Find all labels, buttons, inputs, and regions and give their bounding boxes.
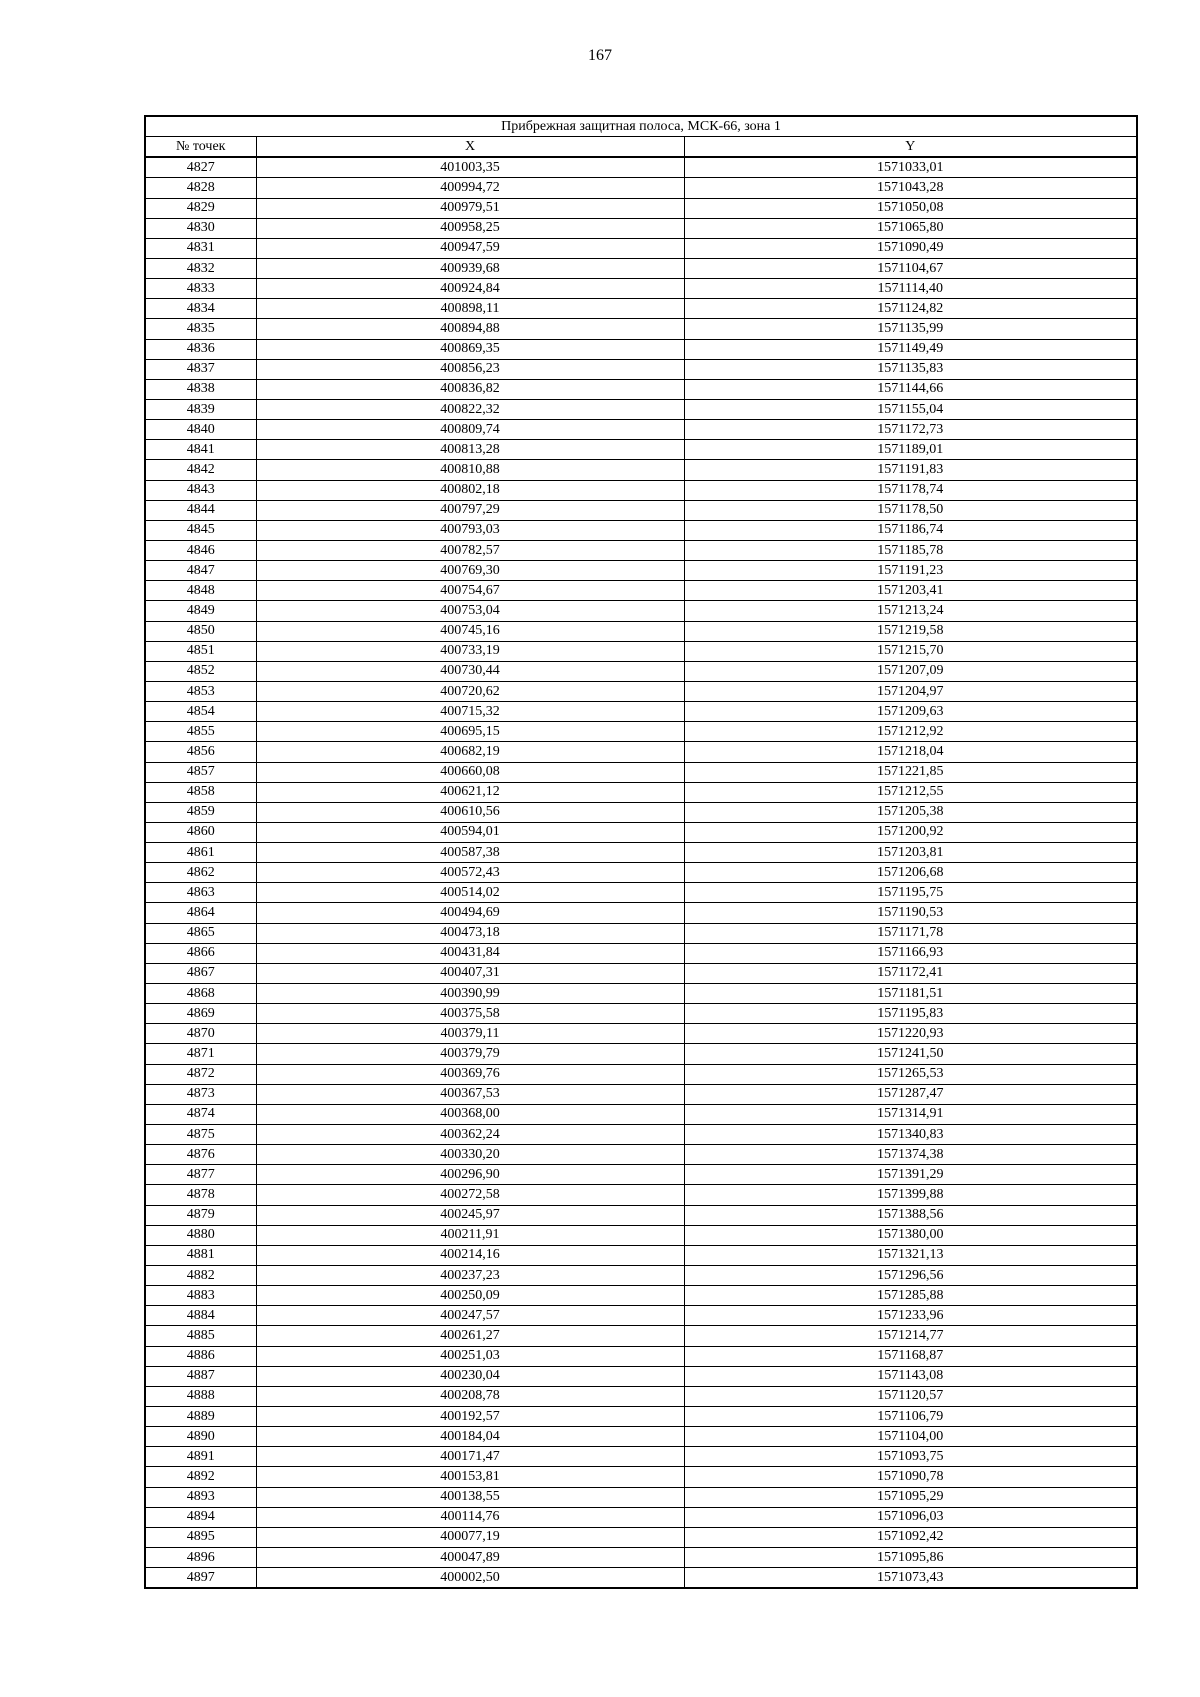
x-coordinate-cell: 400407,31: [256, 963, 684, 983]
table-row: [145, 1407, 1137, 1427]
point-number-cell: 4851: [145, 641, 256, 661]
table-row: [145, 379, 1137, 399]
x-coordinate-cell: 400390,99: [256, 984, 684, 1004]
x-coordinate-cell: 400367,53: [256, 1084, 684, 1104]
table-row: [145, 299, 1137, 319]
y-coordinate-cell: 1571213,24: [684, 601, 1137, 621]
point-number-cell: 4849: [145, 601, 256, 621]
y-coordinate-cell: 1571033,01: [684, 157, 1137, 178]
y-coordinate-cell: 1571181,51: [684, 984, 1137, 1004]
point-number-cell: 4857: [145, 762, 256, 782]
x-coordinate-cell: 400745,16: [256, 621, 684, 641]
y-coordinate-cell: 1571215,70: [684, 641, 1137, 661]
x-coordinate-cell: 400251,03: [256, 1346, 684, 1366]
point-number-cell: 4832: [145, 258, 256, 278]
x-coordinate-cell: 400856,23: [256, 359, 684, 379]
x-coordinate-cell: 400802,18: [256, 480, 684, 500]
x-coordinate-cell: 400898,11: [256, 299, 684, 319]
table-row: [145, 843, 1137, 863]
x-coordinate-cell: 400077,19: [256, 1527, 684, 1547]
table-row: [145, 1306, 1137, 1326]
y-coordinate-cell: 1571206,68: [684, 863, 1137, 883]
point-number-cell: 4881: [145, 1245, 256, 1265]
y-coordinate-cell: 1571205,38: [684, 802, 1137, 822]
x-coordinate-cell: 400836,82: [256, 379, 684, 399]
point-number-cell: 4886: [145, 1346, 256, 1366]
table-row: [145, 1427, 1137, 1447]
y-coordinate-cell: 1571178,74: [684, 480, 1137, 500]
table-row: [145, 1084, 1137, 1104]
table-row: [145, 863, 1137, 883]
x-coordinate-cell: 400153,81: [256, 1467, 684, 1487]
y-coordinate-cell: 1571220,93: [684, 1024, 1137, 1044]
y-coordinate-cell: 1571135,99: [684, 319, 1137, 339]
table-row: [145, 420, 1137, 440]
point-number-cell: 4843: [145, 480, 256, 500]
y-coordinate-cell: 1571114,40: [684, 279, 1137, 299]
y-coordinate-cell: 1571374,38: [684, 1145, 1137, 1165]
point-number-cell: 4890: [145, 1427, 256, 1447]
y-coordinate-cell: 1571093,75: [684, 1447, 1137, 1467]
y-coordinate-cell: 1571090,49: [684, 238, 1137, 258]
point-number-cell: 4874: [145, 1104, 256, 1124]
point-number-cell: 4831: [145, 238, 256, 258]
x-coordinate-cell: 400810,88: [256, 460, 684, 480]
table-row: [145, 1145, 1137, 1165]
point-number-cell: 4875: [145, 1125, 256, 1145]
x-coordinate-cell: 400214,16: [256, 1245, 684, 1265]
y-coordinate-cell: 1571144,66: [684, 379, 1137, 399]
point-number-cell: 4853: [145, 681, 256, 701]
x-coordinate-cell: 400621,12: [256, 782, 684, 802]
table-row: [145, 1346, 1137, 1366]
y-coordinate-cell: 1571191,83: [684, 460, 1137, 480]
table-row: [145, 460, 1137, 480]
y-coordinate-cell: 1571340,83: [684, 1125, 1137, 1145]
point-number-cell: 4846: [145, 540, 256, 560]
x-coordinate-cell: 400369,76: [256, 1064, 684, 1084]
y-coordinate-cell: 1571106,79: [684, 1407, 1137, 1427]
table-row: [145, 1386, 1137, 1406]
x-coordinate-cell: 400587,38: [256, 843, 684, 863]
point-number-cell: 4862: [145, 863, 256, 883]
y-coordinate-cell: 1571185,78: [684, 540, 1137, 560]
point-number-cell: 4854: [145, 702, 256, 722]
table-row: [145, 581, 1137, 601]
point-number-cell: 4879: [145, 1205, 256, 1225]
x-coordinate-cell: 400368,00: [256, 1104, 684, 1124]
point-number-cell: 4830: [145, 218, 256, 238]
point-number-cell: 4894: [145, 1507, 256, 1527]
x-coordinate-cell: 401003,35: [256, 157, 684, 178]
y-coordinate-cell: 1571092,42: [684, 1527, 1137, 1547]
point-number-cell: 4896: [145, 1547, 256, 1567]
x-coordinate-cell: 400894,88: [256, 319, 684, 339]
y-coordinate-cell: 1571207,09: [684, 661, 1137, 681]
table-row: [145, 1104, 1137, 1124]
point-number-cell: 4847: [145, 561, 256, 581]
table-row: [145, 1004, 1137, 1024]
table-caption: Прибрежная защитная полоса, МСК-66, зона 1: [145, 116, 1137, 137]
y-coordinate-cell: 1571314,91: [684, 1104, 1137, 1124]
y-coordinate-cell: 1571095,86: [684, 1547, 1137, 1567]
table-row: [145, 480, 1137, 500]
x-coordinate-cell: 400245,97: [256, 1205, 684, 1225]
x-coordinate-cell: 400869,35: [256, 339, 684, 359]
y-coordinate-cell: 1571172,41: [684, 963, 1137, 983]
point-number-cell: 4870: [145, 1024, 256, 1044]
y-coordinate-cell: 1571171,78: [684, 923, 1137, 943]
point-number-cell: 4893: [145, 1487, 256, 1507]
point-number-cell: 4835: [145, 319, 256, 339]
y-coordinate-cell: 1571287,47: [684, 1084, 1137, 1104]
table-row: [145, 943, 1137, 963]
point-number-cell: 4852: [145, 661, 256, 681]
table-row: [145, 1527, 1137, 1547]
x-coordinate-cell: 400362,24: [256, 1125, 684, 1145]
point-number-cell: 4876: [145, 1145, 256, 1165]
y-coordinate-cell: 1571214,77: [684, 1326, 1137, 1346]
table-row: [145, 157, 1137, 178]
y-coordinate-cell: 1571391,29: [684, 1165, 1137, 1185]
x-coordinate-cell: 400924,84: [256, 279, 684, 299]
y-coordinate-cell: 1571043,28: [684, 178, 1137, 198]
y-coordinate-cell: 1571321,13: [684, 1245, 1137, 1265]
coordinates-table: [144, 115, 1138, 1589]
point-number-cell: 4869: [145, 1004, 256, 1024]
table-row: [145, 178, 1137, 198]
x-coordinate-cell: 400230,04: [256, 1366, 684, 1386]
x-coordinate-cell: 400822,32: [256, 399, 684, 419]
table-header-row: [145, 137, 1137, 158]
table-row: [145, 1487, 1137, 1507]
table-row: [145, 1326, 1137, 1346]
table-row: [145, 238, 1137, 258]
point-number-cell: 4882: [145, 1266, 256, 1286]
point-number-cell: 4884: [145, 1306, 256, 1326]
x-coordinate-cell: 400947,59: [256, 238, 684, 258]
y-coordinate-cell: 1571166,93: [684, 943, 1137, 963]
x-coordinate-cell: 400994,72: [256, 178, 684, 198]
point-number-cell: 4861: [145, 843, 256, 863]
table-row: [145, 1245, 1137, 1265]
y-coordinate-cell: 1571124,82: [684, 299, 1137, 319]
table-row: [145, 399, 1137, 419]
y-coordinate-cell: 1571212,92: [684, 722, 1137, 742]
table-row: [145, 1286, 1137, 1306]
x-coordinate-cell: 400047,89: [256, 1547, 684, 1567]
table-row: [145, 822, 1137, 842]
x-coordinate-cell: 400733,19: [256, 641, 684, 661]
x-coordinate-cell: 400379,79: [256, 1044, 684, 1064]
point-number-cell: 4877: [145, 1165, 256, 1185]
y-coordinate-cell: 1571399,88: [684, 1185, 1137, 1205]
table-row: [145, 681, 1137, 701]
point-number-cell: 4833: [145, 279, 256, 299]
x-coordinate-cell: 400572,43: [256, 863, 684, 883]
y-coordinate-cell: 1571120,57: [684, 1386, 1137, 1406]
x-coordinate-cell: 400375,58: [256, 1004, 684, 1024]
point-number-cell: 4842: [145, 460, 256, 480]
point-number-cell: 4848: [145, 581, 256, 601]
y-coordinate-cell: 1571135,83: [684, 359, 1137, 379]
table-row: [145, 1024, 1137, 1044]
x-coordinate-cell: 400979,51: [256, 198, 684, 218]
x-coordinate-cell: 400494,69: [256, 903, 684, 923]
x-coordinate-cell: 400769,30: [256, 561, 684, 581]
point-number-cell: 4897: [145, 1568, 256, 1589]
x-coordinate-cell: 400208,78: [256, 1386, 684, 1406]
x-coordinate-cell: 400296,90: [256, 1165, 684, 1185]
table-row: [145, 702, 1137, 722]
y-coordinate-cell: 1571209,63: [684, 702, 1137, 722]
y-coordinate-cell: 1571203,41: [684, 581, 1137, 601]
table-row: [145, 1185, 1137, 1205]
y-coordinate-cell: 1571104,00: [684, 1427, 1137, 1447]
table-row: [145, 1447, 1137, 1467]
table-row: [145, 621, 1137, 641]
page-number: 167: [588, 47, 612, 64]
table-row: [145, 258, 1137, 278]
x-coordinate-cell: 400114,76: [256, 1507, 684, 1527]
x-coordinate-cell: 400138,55: [256, 1487, 684, 1507]
point-number-cell: 4863: [145, 883, 256, 903]
table-row: [145, 963, 1137, 983]
table-row: [145, 1366, 1137, 1386]
point-number-cell: 4855: [145, 722, 256, 742]
point-number-cell: 4827: [145, 157, 256, 178]
y-coordinate-cell: 1571190,53: [684, 903, 1137, 923]
x-coordinate-cell: 400171,47: [256, 1447, 684, 1467]
y-coordinate-cell: 1571218,04: [684, 742, 1137, 762]
y-coordinate-cell: 1571073,43: [684, 1568, 1137, 1589]
x-coordinate-cell: 400720,62: [256, 681, 684, 701]
table-row: [145, 1044, 1137, 1064]
x-coordinate-cell: 400939,68: [256, 258, 684, 278]
table-row: [145, 359, 1137, 379]
x-coordinate-cell: 400695,15: [256, 722, 684, 742]
x-coordinate-cell: 400247,57: [256, 1306, 684, 1326]
table-row: [145, 540, 1137, 560]
table-row: [145, 339, 1137, 359]
point-number-cell: 4872: [145, 1064, 256, 1084]
table-row: [145, 762, 1137, 782]
point-number-cell: 4864: [145, 903, 256, 923]
point-number-cell: 4839: [145, 399, 256, 419]
point-number-cell: 4841: [145, 440, 256, 460]
point-number-cell: 4837: [145, 359, 256, 379]
y-coordinate-cell: 1571155,04: [684, 399, 1137, 419]
x-coordinate-cell: 400272,58: [256, 1185, 684, 1205]
x-coordinate-cell: 400514,02: [256, 883, 684, 903]
x-coordinate-cell: 400610,56: [256, 802, 684, 822]
point-number-cell: 4858: [145, 782, 256, 802]
point-number-cell: 4871: [145, 1044, 256, 1064]
x-coordinate-cell: 400813,28: [256, 440, 684, 460]
point-number-cell: 4838: [145, 379, 256, 399]
y-coordinate-cell: 1571200,92: [684, 822, 1137, 842]
y-coordinate-cell: 1571096,03: [684, 1507, 1137, 1527]
x-coordinate-cell: 400809,74: [256, 420, 684, 440]
point-number-cell: 4834: [145, 299, 256, 319]
y-coordinate-cell: 1571285,88: [684, 1286, 1137, 1306]
y-coordinate-cell: 1571296,56: [684, 1266, 1137, 1286]
point-number-cell: 4883: [145, 1286, 256, 1306]
table-body: [145, 157, 1137, 1588]
point-number-cell: 4829: [145, 198, 256, 218]
y-coordinate-cell: 1571189,01: [684, 440, 1137, 460]
y-coordinate-cell: 1571168,87: [684, 1346, 1137, 1366]
point-number-cell: 4891: [145, 1447, 256, 1467]
column-header-y: Y: [684, 137, 1137, 158]
x-coordinate-cell: 400715,32: [256, 702, 684, 722]
table-row: [145, 1064, 1137, 1084]
table-row: [145, 802, 1137, 822]
point-number-cell: 4867: [145, 963, 256, 983]
point-number-cell: 4866: [145, 943, 256, 963]
y-coordinate-cell: 1571388,56: [684, 1205, 1137, 1225]
table-row: [145, 782, 1137, 802]
x-coordinate-cell: 400753,04: [256, 601, 684, 621]
table-row: [145, 520, 1137, 540]
point-number-cell: 4859: [145, 802, 256, 822]
column-header-x: X: [256, 137, 684, 158]
point-number-cell: 4845: [145, 520, 256, 540]
point-number-cell: 4850: [145, 621, 256, 641]
y-coordinate-cell: 1571143,08: [684, 1366, 1137, 1386]
y-coordinate-cell: 1571195,75: [684, 883, 1137, 903]
y-coordinate-cell: 1571380,00: [684, 1225, 1137, 1245]
table-row: [145, 1568, 1137, 1589]
y-coordinate-cell: 1571149,49: [684, 339, 1137, 359]
point-number-cell: 4885: [145, 1326, 256, 1346]
table-row: [145, 1266, 1137, 1286]
y-coordinate-cell: 1571186,74: [684, 520, 1137, 540]
x-coordinate-cell: 400211,91: [256, 1225, 684, 1245]
table-row: [145, 1225, 1137, 1245]
x-coordinate-cell: 400730,44: [256, 661, 684, 681]
table-row: [145, 561, 1137, 581]
point-number-cell: 4892: [145, 1467, 256, 1487]
x-coordinate-cell: 400330,20: [256, 1145, 684, 1165]
point-number-cell: 4856: [145, 742, 256, 762]
y-coordinate-cell: 1571050,08: [684, 198, 1137, 218]
point-number-cell: 4868: [145, 984, 256, 1004]
table-row: [145, 722, 1137, 742]
y-coordinate-cell: 1571172,73: [684, 420, 1137, 440]
x-coordinate-cell: 400793,03: [256, 520, 684, 540]
table-row: [145, 742, 1137, 762]
x-coordinate-cell: 400250,09: [256, 1286, 684, 1306]
y-coordinate-cell: 1571095,29: [684, 1487, 1137, 1507]
table-row: [145, 601, 1137, 621]
y-coordinate-cell: 1571212,55: [684, 782, 1137, 802]
table-row: [145, 1165, 1137, 1185]
y-coordinate-cell: 1571191,23: [684, 561, 1137, 581]
y-coordinate-cell: 1571090,78: [684, 1467, 1137, 1487]
y-coordinate-cell: 1571221,85: [684, 762, 1137, 782]
table-row: [145, 1467, 1137, 1487]
x-coordinate-cell: 400192,57: [256, 1407, 684, 1427]
point-number-cell: 4865: [145, 923, 256, 943]
column-header-point-number: № точек: [145, 137, 256, 158]
x-coordinate-cell: 400682,19: [256, 742, 684, 762]
point-number-cell: 4836: [145, 339, 256, 359]
y-coordinate-cell: 1571265,53: [684, 1064, 1137, 1084]
table-caption-row: [145, 116, 1137, 137]
point-number-cell: 4889: [145, 1407, 256, 1427]
point-number-cell: 4878: [145, 1185, 256, 1205]
y-coordinate-cell: 1571178,50: [684, 500, 1137, 520]
x-coordinate-cell: 400237,23: [256, 1266, 684, 1286]
point-number-cell: 4840: [145, 420, 256, 440]
y-coordinate-cell: 1571203,81: [684, 843, 1137, 863]
x-coordinate-cell: 400782,57: [256, 540, 684, 560]
x-coordinate-cell: 400594,01: [256, 822, 684, 842]
table-row: [145, 1125, 1137, 1145]
y-coordinate-cell: 1571204,97: [684, 681, 1137, 701]
table-row: [145, 279, 1137, 299]
point-number-cell: 4880: [145, 1225, 256, 1245]
x-coordinate-cell: 400431,84: [256, 943, 684, 963]
table-row: [145, 500, 1137, 520]
y-coordinate-cell: 1571219,58: [684, 621, 1137, 641]
x-coordinate-cell: 400958,25: [256, 218, 684, 238]
table-row: [145, 1507, 1137, 1527]
point-number-cell: 4887: [145, 1366, 256, 1386]
table-row: [145, 218, 1137, 238]
table-row: [145, 319, 1137, 339]
point-number-cell: 4873: [145, 1084, 256, 1104]
table-row: [145, 883, 1137, 903]
table-row: [145, 984, 1137, 1004]
x-coordinate-cell: 400660,08: [256, 762, 684, 782]
x-coordinate-cell: 400379,11: [256, 1024, 684, 1044]
table-row: [145, 661, 1137, 681]
x-coordinate-cell: 400473,18: [256, 923, 684, 943]
x-coordinate-cell: 400002,50: [256, 1568, 684, 1589]
point-number-cell: 4844: [145, 500, 256, 520]
x-coordinate-cell: 400797,29: [256, 500, 684, 520]
x-coordinate-cell: 400184,04: [256, 1427, 684, 1447]
y-coordinate-cell: 1571233,96: [684, 1306, 1137, 1326]
y-coordinate-cell: 1571104,67: [684, 258, 1137, 278]
table-row: [145, 440, 1137, 460]
y-coordinate-cell: 1571241,50: [684, 1044, 1137, 1064]
x-coordinate-cell: 400261,27: [256, 1326, 684, 1346]
table-row: [145, 1547, 1137, 1567]
point-number-cell: 4828: [145, 178, 256, 198]
table-row: [145, 1205, 1137, 1225]
point-number-cell: 4860: [145, 822, 256, 842]
x-coordinate-cell: 400754,67: [256, 581, 684, 601]
y-coordinate-cell: 1571065,80: [684, 218, 1137, 238]
point-number-cell: 4895: [145, 1527, 256, 1547]
y-coordinate-cell: 1571195,83: [684, 1004, 1137, 1024]
table-row: [145, 903, 1137, 923]
table-row: [145, 641, 1137, 661]
point-number-cell: 4888: [145, 1386, 256, 1406]
table-row: [145, 923, 1137, 943]
table-row: [145, 198, 1137, 218]
